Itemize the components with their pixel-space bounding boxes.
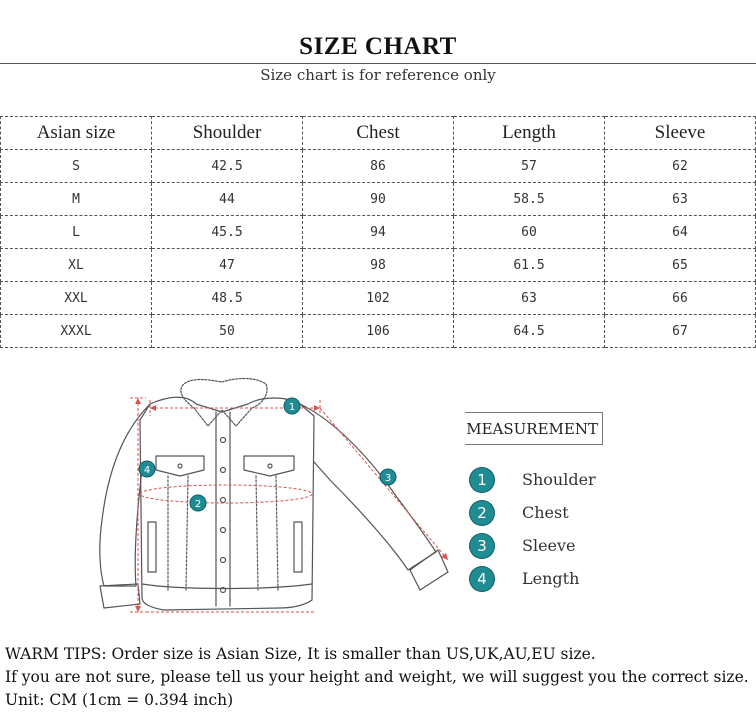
marker-3-label: 3 (384, 473, 392, 484)
table-cell: 45.5 (152, 216, 303, 249)
marker-2-label: 2 (194, 499, 202, 510)
right-pocket (244, 456, 294, 476)
column-header-length: Length (454, 117, 605, 150)
table-row (1, 183, 756, 216)
table-cell: 61.5 (454, 249, 605, 282)
table-header-row (1, 117, 756, 150)
table-cell: 63 (454, 282, 605, 315)
legend-label-length: Length (522, 569, 580, 588)
table-cell: 102 (303, 282, 454, 315)
table-cell: S (1, 150, 152, 183)
table-cell: 57 (454, 150, 605, 183)
table-cell: XXL (1, 282, 152, 315)
warm-tips-line-1: WARM TIPS: Order size is Asian Size, It is smaller than US,UK,AU,EU size. (5, 645, 596, 663)
legend-badge-4: 4 (470, 567, 494, 591)
warm-tips-line-3: Unit: CM (1cm = 0.394 inch) (5, 691, 234, 709)
column-header-shoulder: Shoulder (152, 117, 303, 150)
table-row (1, 315, 756, 348)
table-cell: 60 (454, 216, 605, 249)
table-cell: L (1, 216, 152, 249)
measurement-heading: MEASUREMENT (465, 412, 603, 445)
table-cell: 47 (152, 249, 303, 282)
table-cell: 50 (152, 315, 303, 348)
legend-badge-1: 1 (470, 468, 494, 492)
table-cell: 67 (605, 315, 756, 348)
table-cell: 63 (605, 183, 756, 216)
table-cell: 106 (303, 315, 454, 348)
legend-label-shoulder: Shoulder (522, 470, 596, 489)
table-row (1, 249, 756, 282)
table-cell: 58.5 (454, 183, 605, 216)
table-cell: 64.5 (454, 315, 605, 348)
title-divider (0, 63, 756, 64)
marker-1-label: 1 (288, 402, 296, 413)
table-cell: M (1, 183, 152, 216)
table-row (1, 282, 756, 315)
marker-4-label: 4 (143, 465, 151, 476)
jacket-diagram (0, 360, 756, 630)
right-sleeve (300, 404, 436, 570)
table-row (1, 150, 756, 183)
column-header-sleeve: Sleeve (605, 117, 756, 150)
table-cell: 42.5 (152, 150, 303, 183)
legend-badge-2: 2 (470, 501, 494, 525)
legend-label-chest: Chest (522, 503, 569, 522)
warm-tips-line-2: If you are not sure, please tell us your height and weight, we will suggest you the correct size. (5, 668, 749, 686)
table-cell: 90 (303, 183, 454, 216)
table-cell: XL (1, 249, 152, 282)
table-cell: XXXL (1, 315, 152, 348)
table-row (1, 216, 756, 249)
table-cell: 62 (605, 150, 756, 183)
table-cell: 64 (605, 216, 756, 249)
page-subtitle: Size chart is for reference only (260, 66, 496, 84)
table-cell: 66 (605, 282, 756, 315)
column-header-chest: Chest (303, 117, 454, 150)
table-cell: 94 (303, 216, 454, 249)
size-table (0, 116, 756, 348)
table-cell: 65 (605, 249, 756, 282)
table-cell: 44 (152, 183, 303, 216)
left-sleeve (100, 404, 150, 586)
table-cell: 98 (303, 249, 454, 282)
legend-label-sleeve: Sleeve (522, 536, 576, 555)
legend-badge-3: 3 (470, 534, 494, 558)
page-title: SIZE CHART (299, 33, 457, 60)
warm-tips (5, 643, 753, 712)
table-cell: 48.5 (152, 282, 303, 315)
table-cell: 86 (303, 150, 454, 183)
jacket-body (140, 397, 314, 610)
left-pocket (156, 456, 204, 476)
column-header-asian-size: Asian size (1, 117, 152, 150)
